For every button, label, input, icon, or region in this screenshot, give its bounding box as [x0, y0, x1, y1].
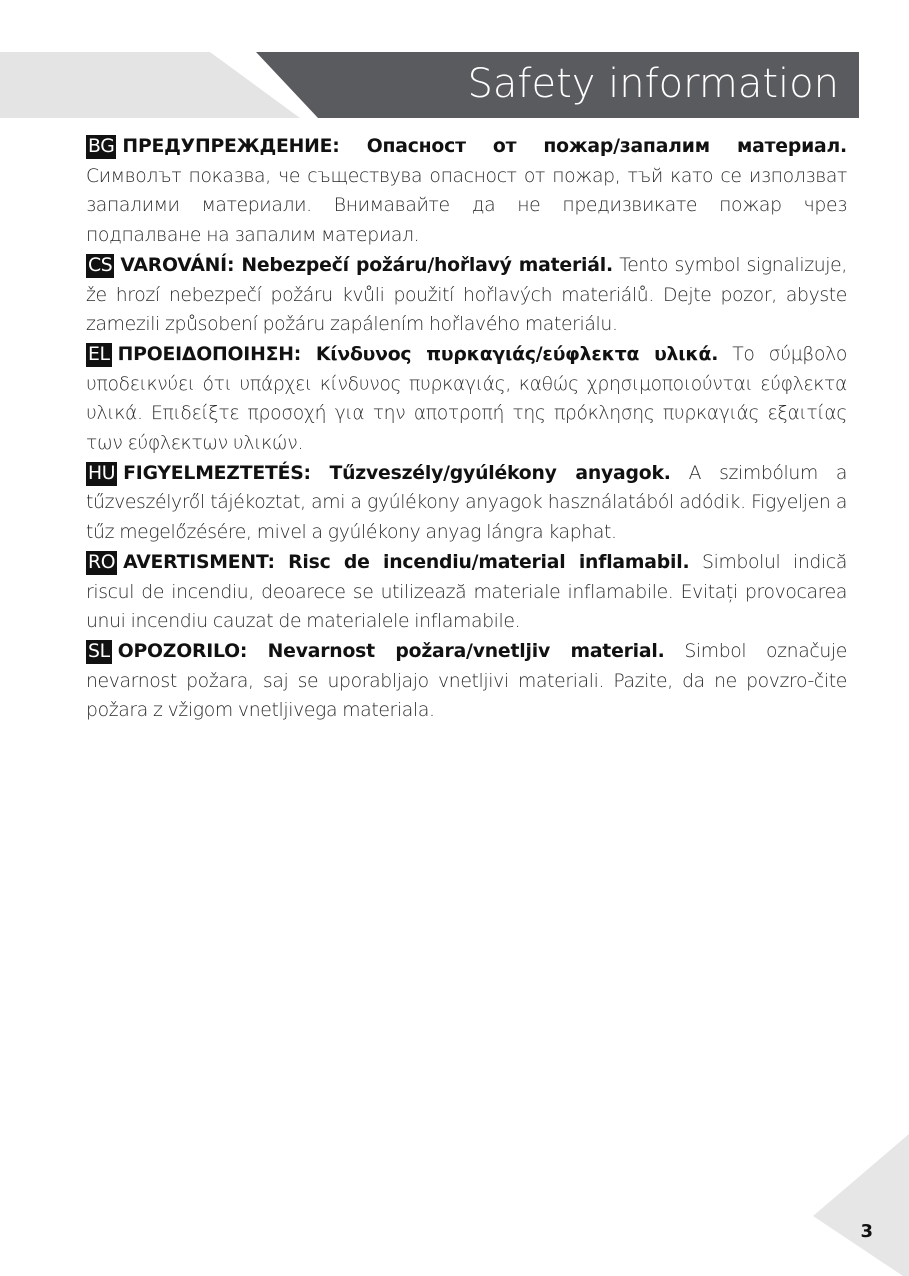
warning-section-ro	[86, 548, 847, 637]
header-decor-light-band	[0, 52, 300, 118]
page-number: 3	[860, 1221, 873, 1242]
warning-section-hu	[86, 459, 847, 548]
warning-section-cs	[86, 251, 847, 340]
language-code-badge: EL	[88, 343, 110, 365]
warning-body: Το σύμβολο υποδεικνύει ότι υπάρχει κίνδυνος πυρκαγιάς, καθώς χρησιμοποιούνται εύφλεκτα υλικά. Επιδείξτε προσοχή για την αποτροπή της πρόκλησης πυρκαγιάς εξαιτίας των εύφλεκτων υλικών.	[86, 343, 847, 455]
language-code-badge: SL	[88, 640, 110, 662]
safety-warnings-list	[86, 132, 847, 726]
warning-heading: FIGYELMEZTETÉS: Tűzveszély/gyúlékony anyagok.	[123, 462, 671, 484]
warning-body: Simbolul indică riscul de incendiu, deoarece se utilizează materiale inflamabile. Evitați provocarea unui incendiu cauzat de materialele inflamabile.	[86, 551, 847, 633]
language-code-badge: BG	[88, 136, 115, 157]
warning-body: Tento symbol signalizuje, že hrozí nebezpečí požáru kvůli použití hořlavých materiálů. Dejte pozor, abyste zamezili způsobení požáru zapálením hořlavého materiálu.	[86, 254, 847, 336]
warning-heading: ΠΡΟΕΙΔΟΠΟΙΗΣΗ: Κίνδυνος πυρκαγιάς/εύφλεκτα υλικά.	[117, 343, 719, 365]
warning-body: Simbol označuje nevarnost požara, saj se uporabljajo vnetljivi materiali. Pazite, da ne povzro-čite požara z vžigom vnetljivega materiala.	[86, 640, 847, 722]
warning-section-bg	[86, 132, 847, 251]
warning-section-sl	[86, 637, 847, 726]
language-code-badge: CS	[88, 254, 113, 276]
language-code-badge: RO	[88, 551, 116, 573]
language-code-badge: HU	[88, 462, 116, 484]
page-title: Safety information	[467, 61, 839, 107]
warning-body: Символът показва, че съществува опасност от пожар, тъй като се използват запалими материали. Внимавайте да не предизвикате пожар чрез подпалване на запалим материал.	[86, 165, 847, 247]
warning-section-el	[86, 340, 847, 459]
warning-body: A szimbólum a tűzveszélyről tájékoztat, ami a gyúlékony anyagok használatából adódik. Figyeljen a tűz megelőzésére, mivel a gyúlékony anyag lángra kaphat.	[86, 462, 847, 544]
warning-heading: AVERTISMENT: Risc de incendiu/material inflamabil.	[123, 551, 690, 573]
footer-corner-decor	[813, 1134, 909, 1276]
warning-heading: VAROVÁNÍ: Nebezpečí požáru/hořlavý materiál.	[120, 254, 613, 276]
warning-heading: OPOZORILO: Nevarnost požara/vnetljiv material.	[117, 640, 665, 662]
warning-heading: ПРЕДУПРЕЖДЕНИЕ: Опасност от пожар/запалим материал.	[122, 136, 847, 157]
